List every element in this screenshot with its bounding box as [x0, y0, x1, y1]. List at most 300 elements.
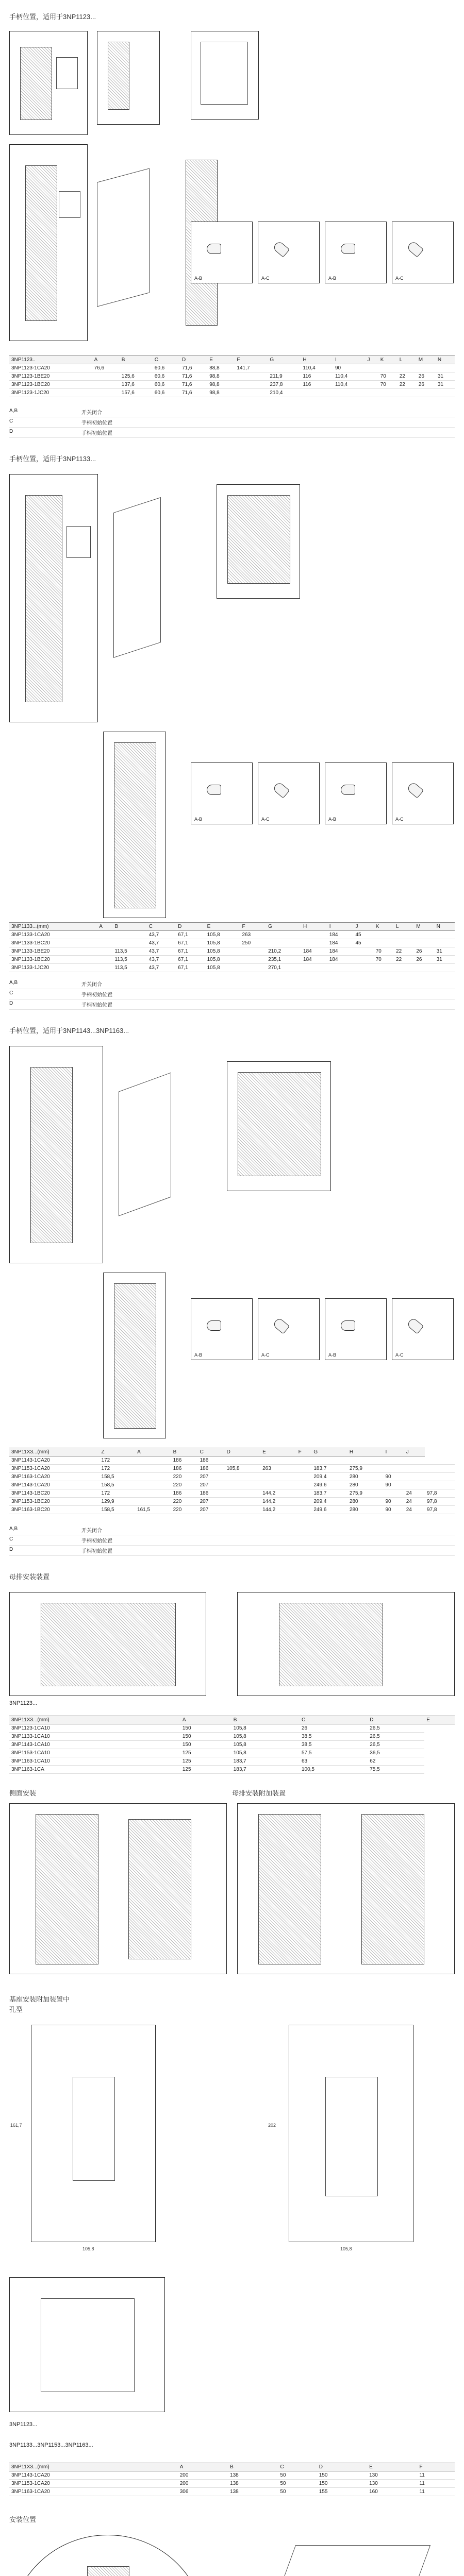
- legend-row: A,B 开关闭合: [9, 407, 455, 417]
- table-cell: 26: [414, 947, 434, 956]
- table-cell: 186: [171, 1465, 198, 1473]
- table-cell: [383, 1465, 404, 1473]
- table-cell: [112, 931, 146, 939]
- table-cell: 3NP1133-1BC20: [9, 939, 97, 947]
- table-cell: [378, 389, 397, 397]
- table-header: F: [240, 923, 266, 931]
- table-cell: 3NP1163-1CA20: [9, 1473, 100, 1481]
- table-cell: 45: [353, 931, 373, 939]
- table-header: A: [178, 2463, 228, 2471]
- table-cell: 60,6: [153, 372, 180, 381]
- table-cell: 184: [327, 939, 354, 947]
- table-cell: 263: [260, 1465, 296, 1473]
- table-cell: [353, 964, 373, 972]
- table-cell: 36,5: [368, 1749, 424, 1757]
- table-cell: 3NP1123-1BC20: [9, 381, 92, 389]
- table-header: B: [112, 923, 146, 931]
- table-cell: 105,8: [231, 1724, 300, 1733]
- table-cell: 110,4: [301, 364, 333, 372]
- drawing-cutout: [325, 2077, 378, 2196]
- table-cell: 26: [417, 372, 436, 381]
- table-cell: 22: [397, 381, 417, 389]
- mini-position-ab: A-B: [191, 222, 253, 283]
- table-cell: 280: [347, 1498, 384, 1506]
- drawing-busbar-extra: [237, 1803, 455, 1974]
- table-row: [9, 939, 455, 947]
- table-cell: 3NP1133-1BE20: [9, 947, 97, 956]
- table-header-row: [9, 923, 455, 931]
- spec-table-1123: [9, 355, 455, 397]
- table-cell: 105,8: [205, 956, 240, 964]
- table-cell: [268, 364, 301, 372]
- table-cell: 158,5: [100, 1506, 136, 1514]
- table-cell: [394, 964, 414, 972]
- mini-position-ab: A-B: [191, 1298, 253, 1360]
- mini-position-ab-2: A-B: [325, 222, 387, 283]
- table-row: [9, 1724, 455, 1733]
- handle-icon: [272, 1317, 290, 1334]
- table-cell: [260, 1481, 296, 1489]
- table-cell: [266, 939, 301, 947]
- table-cell: 200: [178, 2471, 228, 2480]
- table-cell: [296, 1473, 312, 1481]
- table-header: L: [394, 923, 414, 931]
- table-cell: 186: [198, 1465, 225, 1473]
- table-header: B: [120, 356, 153, 364]
- drawing-handle: [67, 526, 91, 558]
- table-header: H: [301, 923, 327, 931]
- table-cell: 129,9: [100, 1498, 136, 1506]
- table-cell: 275,9: [347, 1489, 384, 1498]
- table-cell: 184: [301, 956, 327, 964]
- table-cell: 184: [327, 931, 354, 939]
- table-body: [9, 1456, 455, 1514]
- table-cell: 31: [435, 947, 455, 956]
- spec-table-1133: [9, 922, 455, 972]
- drawing-hole-1133: [289, 2025, 413, 2242]
- table-header: D: [180, 356, 207, 364]
- table-cell: [383, 1456, 404, 1465]
- drawing-busbar-front: [9, 1592, 206, 1696]
- table-row: [9, 956, 455, 964]
- table-header: E: [207, 356, 235, 364]
- table-cell: [378, 364, 397, 372]
- handle-icon: [341, 1320, 355, 1331]
- table-body: [9, 931, 455, 972]
- section-title-install-position: 安装位置: [9, 2516, 37, 2523]
- table-cell: [97, 964, 112, 972]
- drawing-body: [114, 742, 156, 908]
- table-header: I: [333, 356, 366, 364]
- table-cell: 22: [394, 956, 414, 964]
- busbar-caption: 3NP1123...: [9, 1700, 38, 1706]
- table-row: [9, 947, 455, 956]
- table-cell: [296, 1481, 312, 1489]
- table-header: N: [435, 923, 455, 931]
- table-cell: 26,5: [368, 1733, 424, 1741]
- table-cell: 50: [278, 2480, 317, 2488]
- table-cell: 26: [417, 381, 436, 389]
- handle-icon: [272, 781, 290, 798]
- table-cell: 105,8: [205, 931, 240, 939]
- table-row: [9, 1741, 455, 1749]
- drawing-side-install: [9, 1803, 227, 1974]
- table-header: K: [378, 356, 397, 364]
- drawing-handle: [59, 191, 80, 218]
- table-header: 3NP11X3...(mm): [9, 2463, 178, 2471]
- handle-icon: [406, 781, 424, 798]
- table-cell: 26: [300, 1724, 368, 1733]
- table-cell: 186: [198, 1456, 225, 1465]
- drawing-body: [30, 1067, 73, 1243]
- table-cell: [92, 389, 120, 397]
- drawing-hole-1123: [31, 2025, 156, 2242]
- table-cell: 90: [383, 1473, 404, 1481]
- table-cell: 270,1: [266, 964, 301, 972]
- drawing-body: [20, 47, 52, 120]
- table-cell: 67,1: [176, 931, 205, 939]
- table-header: A: [135, 1448, 171, 1456]
- table-cell: [374, 964, 394, 972]
- table-cell: [235, 381, 268, 389]
- table-cell: 90: [383, 1498, 404, 1506]
- drawing-body: [36, 1814, 98, 1964]
- table-cell: 183,7: [311, 1465, 347, 1473]
- table-cell: [92, 381, 120, 389]
- table-cell: 150: [180, 1724, 231, 1733]
- table-cell: 70: [374, 956, 394, 964]
- table-cell: 3NP1133-1CA20: [9, 931, 97, 939]
- table-cell: 50: [278, 2488, 317, 2496]
- table-cell: 98,8: [207, 372, 235, 381]
- table-cell: 3NP1123-1JC20: [9, 389, 92, 397]
- legend-row: C 手柄初始位置: [9, 989, 455, 999]
- handle-icon: [207, 244, 221, 254]
- table-row: [9, 364, 455, 372]
- table-cell: 63: [300, 1757, 368, 1766]
- spec-table-busbar: [9, 1716, 455, 1774]
- table-row: [9, 931, 455, 939]
- table-cell: [435, 964, 455, 972]
- legend-row: C 手柄初始位置: [9, 417, 455, 428]
- table-cell: 60,6: [153, 364, 180, 372]
- table-cell: [296, 1498, 312, 1506]
- table-cell: 150: [317, 2480, 367, 2488]
- legend-row: A,B 开关闭合: [9, 979, 455, 989]
- table-row: [9, 1465, 455, 1473]
- table-cell: 62: [368, 1757, 424, 1766]
- table-cell: 186: [171, 1489, 198, 1498]
- table-header: E: [260, 1448, 296, 1456]
- table-body: [9, 1724, 455, 1774]
- table-cell: [301, 931, 327, 939]
- table-row: [9, 964, 455, 972]
- legend-3: [9, 1525, 455, 1556]
- table-cell: 161,5: [135, 1506, 171, 1514]
- table-header: F: [417, 2463, 455, 2471]
- table-cell: [425, 1465, 455, 1473]
- table-cell: 184: [327, 956, 354, 964]
- table-cell: [311, 1456, 347, 1465]
- table-cell: [240, 956, 266, 964]
- table-header: A: [180, 1716, 231, 1724]
- table-cell: 31: [436, 381, 455, 389]
- table-cell: 138: [228, 2480, 278, 2488]
- table-header: F: [296, 1448, 312, 1456]
- table-cell: [404, 1481, 425, 1489]
- drawing-base-1123: [9, 2277, 165, 2412]
- table-cell: 76,6: [92, 364, 120, 372]
- legend-row: A,B 开关闭合: [9, 1525, 455, 1535]
- table-cell: 3NP1163-1CA20: [9, 2488, 178, 2496]
- table-cell: 38,5: [300, 1733, 368, 1741]
- table-cell: [353, 947, 373, 956]
- table-cell: 130: [367, 2471, 417, 2480]
- table-header: E: [367, 2463, 417, 2471]
- table-row: [9, 1473, 455, 1481]
- table-header: 3NP11X3...(mm): [9, 1716, 180, 1724]
- drawing-front-view: [9, 31, 88, 135]
- table-cell: 24: [404, 1498, 425, 1506]
- dim-h2: 202: [268, 2123, 276, 2128]
- table-cell: 97,8: [425, 1506, 455, 1514]
- table-header: F: [235, 356, 268, 364]
- table-cell: [436, 389, 455, 397]
- drawing-body: [227, 495, 290, 584]
- table-cell: 71,6: [180, 381, 207, 389]
- table-cell: [366, 381, 378, 389]
- table-cell: 105,8: [231, 1733, 300, 1741]
- table-header: J: [366, 356, 378, 364]
- table-cell: 26,5: [368, 1724, 424, 1733]
- table-row: [9, 2480, 455, 2488]
- drawing-top-view: [191, 31, 259, 120]
- table-header: M: [414, 923, 434, 931]
- table-cell: [414, 964, 434, 972]
- table-header: G: [266, 923, 301, 931]
- table-cell: 43,7: [147, 939, 176, 947]
- table-cell: [235, 389, 268, 397]
- table-row: [9, 1498, 455, 1506]
- table-cell: 210,4: [268, 389, 301, 397]
- table-header: I: [327, 923, 354, 931]
- drawing-front-1133: [9, 474, 98, 722]
- legend-row: D 手柄初始位置: [9, 1546, 455, 1556]
- table-cell: 3NP1133-1CA10: [9, 1733, 180, 1741]
- drawing-body: [258, 1814, 321, 1964]
- table-cell: 45: [353, 939, 373, 947]
- table-cell: [397, 389, 417, 397]
- table-cell: 70: [374, 947, 394, 956]
- table-header: 3NP11X3...(mm): [9, 1448, 100, 1456]
- spec-table-1143: [9, 1448, 455, 1514]
- section-title-base-install: 基座安装附加装置中: [9, 1995, 70, 2003]
- table-cell: 150: [180, 1733, 231, 1741]
- table-header-row: [9, 1448, 455, 1456]
- table-cell: 3NP1163-1CA10: [9, 1757, 180, 1766]
- table-cell: 105,8: [205, 947, 240, 956]
- table-cell: 3NP1153-1CA20: [9, 2480, 178, 2488]
- handle-icon: [341, 244, 355, 254]
- table-cell: [327, 964, 354, 972]
- table-header-row: [9, 2463, 455, 2471]
- base-caption-2: 3NP1133...3NP1153...3NP1163...: [9, 2442, 93, 2448]
- table-cell: 11: [417, 2471, 455, 2480]
- table-cell: 90: [383, 1506, 404, 1514]
- table-cell: 172: [100, 1489, 136, 1498]
- drawing-body: [25, 165, 57, 321]
- table-cell: [417, 389, 436, 397]
- table-cell: 3NP1123-1CA10: [9, 1724, 180, 1733]
- table-cell: 113,5: [112, 947, 146, 956]
- drawing-top-1143: [227, 1061, 331, 1191]
- drawing-body: [128, 1819, 191, 1959]
- table-cell: [374, 931, 394, 939]
- table-cell: [260, 1456, 296, 1465]
- table-cell: 98,8: [207, 389, 235, 397]
- table-cell: 207: [198, 1481, 225, 1489]
- drawing-body: [119, 1072, 171, 1216]
- table-cell: 105,8: [205, 964, 240, 972]
- table-cell: 210,2: [266, 947, 301, 956]
- table-header: D: [368, 1716, 424, 1724]
- table-header: A: [97, 923, 112, 931]
- table-cell: 97,8: [425, 1489, 455, 1498]
- table-cell: 160: [367, 2488, 417, 2496]
- table-cell: 67,1: [176, 947, 205, 956]
- table-cell: [135, 1456, 171, 1465]
- table-cell: 158,5: [100, 1473, 136, 1481]
- drawing-handle: [56, 57, 78, 89]
- spec-table-base: [9, 2463, 455, 2496]
- table-row: [9, 389, 455, 397]
- table-cell: [97, 947, 112, 956]
- table-cell: 67,1: [176, 956, 205, 964]
- table-cell: [353, 956, 373, 964]
- table-header: B: [231, 1716, 300, 1724]
- table-cell: 125: [180, 1749, 231, 1757]
- table-cell: 150: [180, 1741, 231, 1749]
- table-cell: [225, 1473, 261, 1481]
- table-header: 3NP1123..: [9, 356, 92, 364]
- table-cell: 3NP1143-1BC20: [9, 1489, 100, 1498]
- table-row: [9, 372, 455, 381]
- table-cell: [366, 364, 378, 372]
- base-caption-1: 3NP1123...: [9, 2421, 38, 2428]
- legend-row: C 手柄初始位置: [9, 1535, 455, 1546]
- table-cell: 220: [171, 1498, 198, 1506]
- table-cell: 186: [198, 1489, 225, 1498]
- table-header: G: [311, 1448, 347, 1456]
- table-row: [9, 381, 455, 389]
- section-title-handle-1143: 手柄位置，适用于3NP1143...3NP1163...: [9, 1027, 129, 1035]
- table-cell: [414, 939, 434, 947]
- table-cell: 186: [171, 1456, 198, 1465]
- mini-position-ab: A-B: [191, 762, 253, 824]
- table-header: B: [228, 2463, 278, 2471]
- drawing-angle-1133: [113, 495, 165, 670]
- legend-row: D 手柄初始位置: [9, 999, 455, 1010]
- table-cell: [425, 1456, 455, 1465]
- table-cell: [397, 364, 417, 372]
- drawing-busbar-angle: [237, 1592, 455, 1696]
- table-cell: 3NP1143-1CA10: [9, 1741, 180, 1749]
- drawing-body: [279, 1603, 383, 1686]
- table-cell: [235, 372, 268, 381]
- table-cell: 280: [347, 1506, 384, 1514]
- table-cell: [260, 1473, 296, 1481]
- drawing-body: [87, 2566, 129, 2576]
- table-row: [9, 1456, 455, 1465]
- table-cell: 141,7: [235, 364, 268, 372]
- table-row: [9, 2471, 455, 2480]
- mini-position-ac-2: A-C: [392, 1298, 454, 1360]
- table-header: L: [397, 356, 417, 364]
- table-cell: 31: [436, 372, 455, 381]
- table-body: [9, 2471, 455, 2496]
- table-cell: [135, 1481, 171, 1489]
- table-row: [9, 1749, 455, 1757]
- table-cell: 138: [228, 2471, 278, 2480]
- handle-icon: [341, 785, 355, 795]
- table-cell: 71,6: [180, 389, 207, 397]
- section-title-busbar: 母排安装装置: [9, 1573, 50, 1581]
- dim-h1: 161,7: [10, 2123, 22, 2128]
- table-cell: 3NP1133-1JC20: [9, 964, 97, 972]
- table-cell: [301, 939, 327, 947]
- table-cell: 90: [383, 1481, 404, 1489]
- table-cell: 183,7: [231, 1766, 300, 1774]
- table-cell: [225, 1481, 261, 1489]
- handle-icon: [406, 240, 424, 257]
- table-cell: [301, 964, 327, 972]
- table-cell: 125: [180, 1757, 231, 1766]
- table-cell: 275,9: [347, 1465, 384, 1473]
- table-cell: 207: [198, 1506, 225, 1514]
- handle-icon: [207, 785, 221, 795]
- table-cell: [92, 372, 120, 381]
- table-cell: 3NP1133-1BC20: [9, 956, 97, 964]
- table-row: [9, 1766, 455, 1774]
- table-cell: 105,8: [225, 1465, 261, 1473]
- table-cell: 116: [301, 381, 333, 389]
- table-cell: 184: [301, 947, 327, 956]
- drawing-body: [41, 1603, 176, 1686]
- table-cell: [374, 939, 394, 947]
- handle-icon: [406, 1317, 424, 1334]
- table-cell: [266, 931, 301, 939]
- table-body: [9, 364, 455, 397]
- table-cell: 144,2: [260, 1489, 296, 1498]
- table-header: D: [225, 1448, 261, 1456]
- drawing-top-1133: [217, 484, 300, 599]
- table-cell: [296, 1506, 312, 1514]
- table-cell: [225, 1456, 261, 1465]
- table-cell: 75,5: [368, 1766, 424, 1774]
- table-cell: 22: [397, 372, 417, 381]
- drawing-side-1133: [103, 732, 166, 918]
- table-cell: [296, 1456, 312, 1465]
- table-cell: 125,6: [120, 372, 153, 381]
- table-cell: 3NP1143-1CA20: [9, 1456, 100, 1465]
- section-title-hole: 孔型: [9, 2006, 23, 2013]
- table-cell: 38,5: [300, 1741, 368, 1749]
- table-cell: [120, 364, 153, 372]
- table-cell: [366, 372, 378, 381]
- table-cell: 3NP1143-1CA20: [9, 2471, 178, 2480]
- table-cell: 110,4: [333, 381, 366, 389]
- table-cell: [404, 1473, 425, 1481]
